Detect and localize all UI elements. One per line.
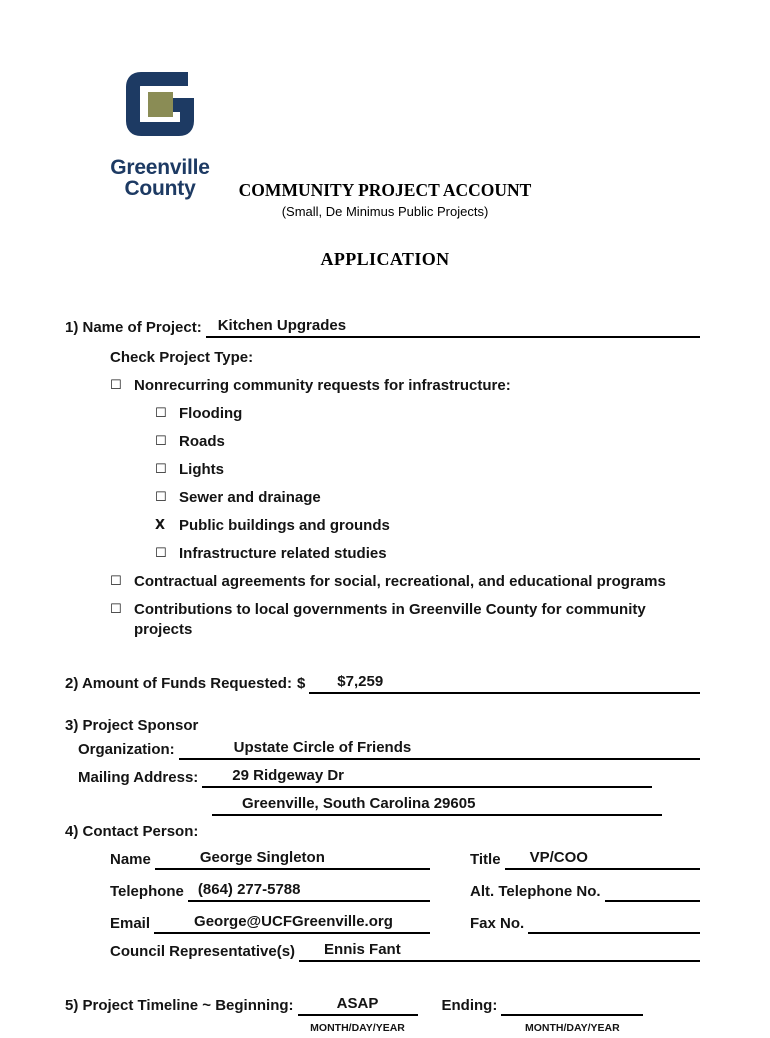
- checkbox-contractual[interactable]: [110, 572, 700, 592]
- amount-field[interactable]: [309, 672, 700, 694]
- council-representative-value[interactable]: Ennis Fant: [324, 941, 401, 958]
- alt-telephone-cell: [470, 876, 700, 902]
- amount-requested-label: 2) Amount of Funds Requested:: [65, 675, 292, 692]
- mailing-address-label: Mailing Address:: [78, 769, 199, 786]
- council-representative-label: Council Representative(s): [110, 943, 296, 960]
- ending-field[interactable]: [501, 990, 643, 1016]
- title-value[interactable]: VP/COO: [529, 849, 588, 866]
- beginning-date-format-hint: MONTH/DAY/YEAR: [310, 1022, 405, 1034]
- organization-row: [78, 738, 700, 760]
- checkbox-flooding[interactable]: [155, 404, 700, 424]
- checkbox-public-buildings[interactable]: [155, 516, 700, 536]
- mailing-address-value[interactable]: 29 Ridgeway Dr: [232, 767, 345, 784]
- checkbox-infrastructure-studies-box[interactable]: ☐: [155, 546, 167, 561]
- county-logo-text: [94, 157, 226, 199]
- name-field[interactable]: [155, 848, 430, 870]
- contact-phone-row: [110, 876, 700, 902]
- date-format-hints-row: [65, 1018, 700, 1038]
- checkbox-public-buildings-mark[interactable]: X: [155, 518, 166, 533]
- fax-field[interactable]: [528, 908, 700, 934]
- form-title: COMMUNITY PROJECT ACCOUNT: [238, 180, 532, 200]
- check-project-type-label: Check Project Type:: [110, 349, 254, 366]
- telephone-cell: [110, 880, 470, 902]
- name-value[interactable]: George Singleton: [199, 849, 325, 866]
- checkbox-flooding-box[interactable]: ☐: [155, 406, 167, 421]
- checkbox-sewer-drainage[interactable]: [155, 488, 700, 508]
- county-logo-line1: Greenville: [110, 156, 210, 179]
- fax-label: Fax No.: [470, 915, 525, 932]
- checkbox-nonrecurring-box[interactable]: ☐: [110, 378, 122, 393]
- currency-symbol: $: [296, 675, 306, 692]
- mailing-address-field[interactable]: [202, 766, 652, 788]
- project-name-row: [65, 316, 700, 338]
- amount-requested-row: [65, 672, 700, 694]
- checkbox-sewer-drainage-label: Sewer and drainage: [179, 489, 321, 506]
- beginning-value[interactable]: ASAP: [336, 995, 379, 1012]
- checkbox-nonrecurring[interactable]: [110, 376, 700, 396]
- checkbox-sewer-drainage-box[interactable]: ☐: [155, 490, 167, 505]
- telephone-label: Telephone: [110, 883, 184, 900]
- checkbox-lights-box[interactable]: ☐: [155, 462, 167, 477]
- checkbox-infrastructure-studies[interactable]: [155, 544, 700, 564]
- name-label: Name: [110, 851, 151, 868]
- alt-telephone-label: Alt. Telephone No.: [470, 883, 601, 900]
- project-timeline-row: [65, 990, 700, 1016]
- timeline-label: 5) Project Timeline ~ Beginning:: [65, 997, 294, 1014]
- contact-email-row: [110, 908, 700, 934]
- checkbox-infrastructure-studies-label: Infrastructure related studies: [179, 545, 387, 562]
- project-name-label: 1) Name of Project:: [65, 319, 202, 336]
- email-field[interactable]: [154, 912, 430, 934]
- checkbox-contractual-label: Contractual agreements for social, recreational, and educational programs: [134, 573, 666, 590]
- beginning-field[interactable]: [298, 994, 418, 1016]
- organization-value[interactable]: Upstate Circle of Friends: [233, 739, 412, 756]
- ending-label: Ending:: [441, 997, 498, 1014]
- title-field[interactable]: [505, 848, 700, 870]
- mailing-address-value2[interactable]: Greenville, South Carolina 29605: [242, 795, 476, 812]
- project-name-field[interactable]: [206, 316, 700, 338]
- county-g-logo-icon: [114, 58, 206, 150]
- application-title: APPLICATION: [320, 249, 450, 269]
- amount-value[interactable]: $7,259: [337, 673, 384, 690]
- checkbox-nonrecurring-label: Nonrecurring community requests for infrastructure:: [134, 377, 511, 394]
- organization-label: Organization:: [78, 741, 175, 758]
- checkbox-lights[interactable]: [155, 460, 700, 480]
- checkbox-contractual-box[interactable]: ☐: [110, 574, 122, 589]
- mailing-address-row2: [212, 794, 700, 816]
- checkbox-roads-box[interactable]: ☐: [155, 434, 167, 449]
- telephone-field[interactable]: [188, 880, 430, 902]
- ending-date-format-hint: MONTH/DAY/YEAR: [524, 1022, 620, 1034]
- project-name-value[interactable]: Kitchen Upgrades: [217, 317, 347, 334]
- contact-title-cell: [470, 848, 700, 870]
- checkbox-flooding-label: Flooding: [179, 405, 243, 422]
- email-cell: [110, 912, 470, 934]
- mailing-address-row: [78, 766, 700, 788]
- checkbox-roads[interactable]: [155, 432, 700, 452]
- checkbox-public-buildings-label: Public buildings and grounds: [179, 517, 390, 534]
- contact-person-label: 4) Contact Person:: [65, 823, 199, 840]
- greenville-county-logo: [94, 58, 226, 199]
- project-sponsor-label: 3) Project Sponsor: [65, 717, 199, 734]
- council-representative-field[interactable]: [299, 940, 700, 962]
- checkbox-contributions[interactable]: [110, 600, 700, 640]
- application-form: [65, 316, 700, 1038]
- checkbox-contributions-box[interactable]: ☐: [110, 602, 122, 617]
- contact-name-title-row: [110, 848, 700, 870]
- checkbox-roads-label: Roads: [179, 433, 225, 450]
- checkbox-lights-label: Lights: [179, 461, 224, 478]
- checkbox-contributions-label: Contributions to local governments in Greenville County for community projects: [134, 601, 646, 638]
- mailing-address-field2[interactable]: [212, 794, 662, 816]
- telephone-value[interactable]: (864) 277-5788: [197, 881, 301, 898]
- alt-telephone-field[interactable]: [605, 876, 700, 902]
- email-label: Email: [110, 915, 151, 932]
- organization-field[interactable]: [179, 738, 700, 760]
- council-representative-row: [110, 940, 700, 962]
- county-logo-line2: County: [124, 177, 196, 200]
- form-subtitle: (Small, De Minimus Public Projects): [281, 204, 489, 219]
- title-label: Title: [470, 851, 501, 868]
- fax-cell: [470, 908, 700, 934]
- contact-name-cell: [110, 848, 470, 870]
- email-value[interactable]: George@UCFGreenville.org: [194, 913, 393, 930]
